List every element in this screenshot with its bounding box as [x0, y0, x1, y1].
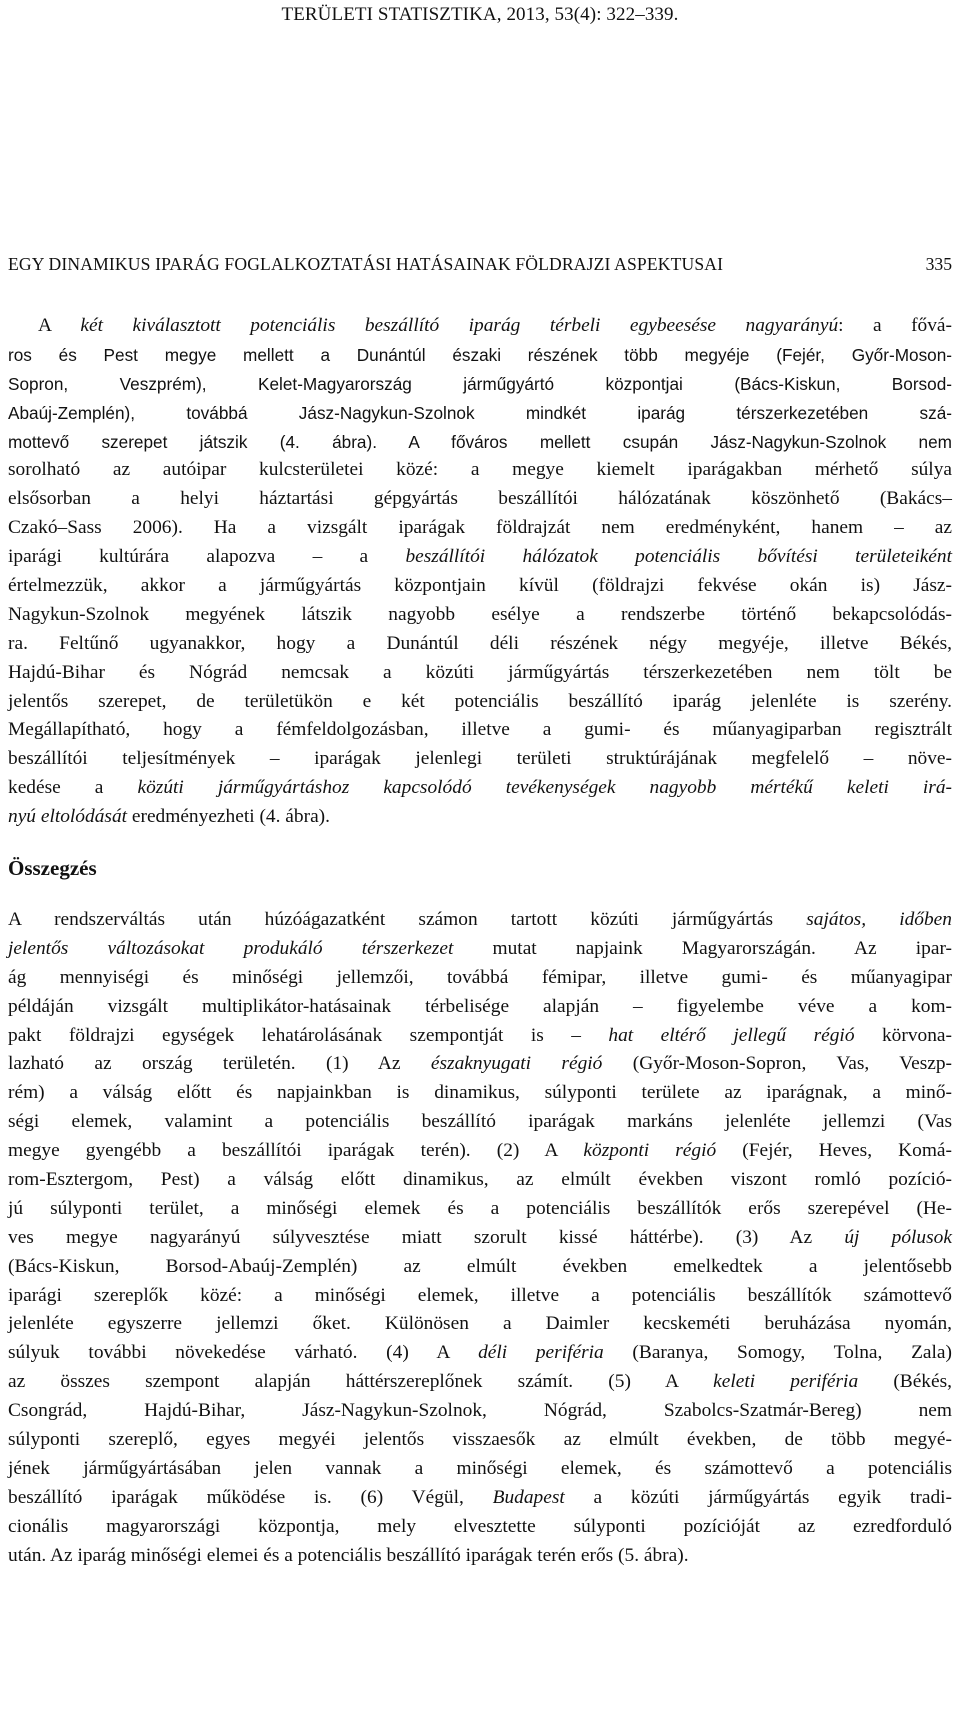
text-run: kedése a: [8, 777, 138, 799]
text-line: [8, 1282, 952, 1311]
text-line: [8, 745, 952, 774]
text-line: [8, 716, 952, 745]
text-line: [8, 399, 952, 428]
italic-text: hat eltérő jellegű régió: [608, 1024, 855, 1046]
text-run: ág mennyiségi és minőségi jellemzői, továbbá fémipar, illetve gumi- és műanyagipar: [8, 966, 952, 988]
italic-text: beszállítói hálózatok potenciális bővítési területeiként: [405, 546, 952, 568]
text-line: [8, 1513, 952, 1542]
text-run: jelenléte egyszerre jellemzi őket. Különösen a Daimler kecskeméti beruházása nyomán,: [8, 1313, 952, 1335]
journal-citation-header: TERÜLETI STATISZTIKA, 2013, 53(4): 322–339.: [281, 4, 679, 25]
text-run: körvona-: [854, 1024, 952, 1046]
text-line: [8, 1484, 952, 1513]
italic-text: nyú eltolódását: [8, 806, 128, 828]
text-run: eredményezheti (4. ábra).: [127, 806, 330, 828]
text-line: [8, 1108, 952, 1137]
paragraph-summary: [8, 906, 952, 1570]
text-line: [8, 1050, 952, 1079]
text-run: után. Az iparág minőségi elemei és a potenciális beszállító iparágak terén erős (5. ábra).: [8, 1544, 689, 1566]
text-line: [8, 1397, 952, 1426]
text-line: [8, 964, 952, 993]
text-run: Abaúj-Zemplén), továbbá Jász-Nagykun-Szolnok mindkét iparág térszerkezetében szá-: [8, 402, 952, 423]
section-heading: Összegzés: [8, 856, 97, 880]
text-run: (Győr-Moson-Sopron, Vas, Veszp-: [602, 1053, 952, 1075]
text-run: rom-Esztergom, Pest) a válság előtt dinamikus, az elmúlt években viszont romló pozíció-: [8, 1169, 952, 1191]
text-run: (Bács-Kiskun, Borsod-Abaúj-Zemplén) az elmúlt években emelkedtek a jelentősebb: [8, 1255, 952, 1277]
text-run: ségi elemek, valamint a potenciális beszállító iparágak markáns jelenléte jellemzi (Vas: [8, 1111, 952, 1133]
text-run: ves megye nagyarányú súlyvesztése miatt szorult kissé háttérbe). (3) Az: [8, 1226, 845, 1248]
italic-text: jelentős változásokat produkáló térszerkezet: [8, 937, 454, 959]
italic-text: déli periféria: [478, 1342, 604, 1364]
text-line: [8, 1253, 952, 1282]
text-run: ra. Feltűnő ugyanakkor, hogy a Dunántúl déli részének négy megyéje, illetve Békés,: [8, 632, 952, 654]
text-line: [8, 543, 952, 572]
text-line: [8, 1542, 952, 1571]
text-run: pakt földrajzi egységek lehatárolásának szempontját is –: [8, 1024, 609, 1046]
text-run: iparági szereplők közé: a minőségi elemek, illetve a potenciális beszállítók számottevő: [8, 1284, 952, 1306]
text-line: [8, 485, 952, 514]
text-run: : a fővá-: [838, 315, 952, 336]
text-line: [8, 906, 952, 935]
text-run: mottevő szerepet játszik (4. ábra). A főváros mellett csupán Jász-Nagykun-Szolnok nem: [8, 431, 952, 452]
italic-text: sajátos, időben: [806, 909, 952, 930]
text-run: jelentős szerepet, de területükön e két potenciális beszállító iparág jelenléte is szerény.: [8, 690, 952, 712]
text-run: megye gyengébb a beszállítói iparágak terén). (2) A: [8, 1140, 584, 1162]
text-line: [8, 659, 952, 688]
page-number: 335: [925, 254, 952, 274]
text-line: [8, 935, 952, 964]
text-run: értelmezzük, akkor a járműgyártás központjain kívül (földrajzi fekvése okán is) Jász-: [8, 575, 952, 597]
text-run: Hajdú-Bihar és Nógrád nemcsak a közúti járműgyártás térszerkezetében nem tölt be: [8, 661, 952, 683]
paragraph-supplier-industries: [8, 312, 952, 832]
text-run: iparági kultúrára alapozva – a: [8, 546, 406, 568]
text-run: súlyuk további növekedése várható. (4) A: [8, 1342, 479, 1364]
text-run: mutat napjaink Magyarországán. Az ipar-: [453, 937, 953, 959]
text-line: [8, 688, 952, 717]
text-line: [8, 1079, 952, 1108]
text-line: [8, 1224, 952, 1253]
text-line: [8, 774, 952, 803]
italic-text: északnyugati régió: [430, 1053, 603, 1075]
text-line: [8, 1166, 952, 1195]
text-run: beszállító iparágak működése is. (6) Végül,: [8, 1486, 493, 1508]
text-run: Megállapítható, hogy a fémfeldolgozásban, illetve a gumi- és műanyagiparban regisztrált: [8, 719, 952, 741]
text-run: elsősorban a helyi háztartási gépgyártás beszállítói hálózatának köszönhető (Bakács–: [8, 488, 952, 510]
text-run: az összes szempont alapján háttérszereplőnek számít. (5) A: [8, 1371, 714, 1393]
italic-text: közúti járműgyártáshoz kapcsolódó tevékenységek nagyobb mértékű keleti irá-: [137, 777, 952, 799]
text-line: [8, 630, 952, 659]
text-line: [8, 993, 952, 1022]
text-line: [8, 428, 952, 457]
italic-text: központi régió: [583, 1140, 717, 1162]
text-run: Czakó–Sass 2006). Ha a vizsgált iparágak földrajzát nem eredményként, hanem – az: [8, 517, 952, 539]
text-line: [8, 1195, 952, 1224]
text-line: [8, 370, 952, 399]
text-run: ros és Pest megye mellett a Dunántúl északi részének több megyéje (Fejér, Győr-Moson-: [8, 344, 952, 365]
text-run: jének járműgyártásában jelen vannak a minőségi elemek, és számottevő a potenciális: [8, 1457, 952, 1479]
text-run: Sopron, Veszprém), Kelet-Magyarország járműgyártó központjai (Bács-Kiskun, Borsod-: [8, 373, 952, 394]
running-header: [8, 252, 952, 276]
text-run: beszállítói teljesítmények – iparágak jelenlegi területi struktúrájának megfelelő – növe-: [8, 748, 952, 770]
text-run: lazható az ország területén. (1) Az: [8, 1053, 431, 1075]
text-line: [8, 1455, 952, 1484]
text-run: példáján vizsgált multiplikátor-hatásainak térbelisége alapján – figyelembe véve a kom-: [8, 995, 952, 1017]
running-title: EGY DINAMIKUS IPARÁG FOGLALKOZTATÁSI HATÁSAINAK FÖLDRAJZI ASPEKTUSAI: [8, 254, 724, 274]
text-line: [8, 1310, 952, 1339]
text-line: [8, 572, 952, 601]
text-line: [8, 601, 952, 630]
text-line: [8, 1339, 952, 1368]
text-line: [8, 1426, 952, 1455]
text-line: [8, 514, 952, 543]
italic-text: keleti periféria: [713, 1371, 859, 1393]
text-run: (Fejér, Heves, Komá-: [716, 1140, 952, 1162]
text-line: [8, 1022, 952, 1051]
italic-text: új pólusok: [844, 1226, 952, 1248]
text-line: [8, 1137, 952, 1166]
text-run: súlyponti szereplő, egyes megyéi jelentős visszaesők az elmúlt években, de több megyé-: [8, 1429, 952, 1451]
text-run: a közúti járműgyártás egyik tradi-: [564, 1486, 952, 1508]
text-line: [8, 1368, 952, 1397]
text-run: Nagykun-Szolnok megyének látszik nagyobb esélye a rendszerbe történő bekapcsolódás-: [8, 603, 952, 625]
text-run: sorolható az autóipar kulcsterületei közé: a megye kiemelt iparágakban mérhető súlya: [8, 459, 952, 481]
text-run: (Baranya, Somogy, Tolna, Zala): [603, 1342, 952, 1364]
text-line: [8, 341, 952, 370]
text-run: cionális magyarországi központja, mely elvesztette súlyponti pozícióját az ezredforduló: [8, 1515, 952, 1537]
text-run: jú súlyponti terület, a minőségi elemek és a potenciális beszállítók erős szerepével (He-: [8, 1197, 952, 1219]
text-line: [8, 456, 952, 485]
text-run: (Békés,: [858, 1371, 953, 1393]
text-run: rém) a válság előtt és napjainkban is dinamikus, súlyponti területe az iparágnak, a minő-: [8, 1082, 952, 1104]
text-run: A rendszerváltás után húzóágazatként számon tartott közúti járműgyártás: [8, 909, 807, 930]
text-line: [8, 312, 952, 341]
italic-text: két kiválasztott potenciális beszállító iparág térbeli egybeesése nagyarányú: [80, 315, 839, 336]
text-line: [8, 803, 952, 832]
text-run: Csongrád, Hajdú-Bihar, Jász-Nagykun-Szolnok, Nógrád, Szabolcs-Szatmár-Bereg) nem: [8, 1400, 952, 1422]
italic-text: Budapest: [492, 1486, 565, 1508]
text-run: A: [38, 315, 81, 336]
